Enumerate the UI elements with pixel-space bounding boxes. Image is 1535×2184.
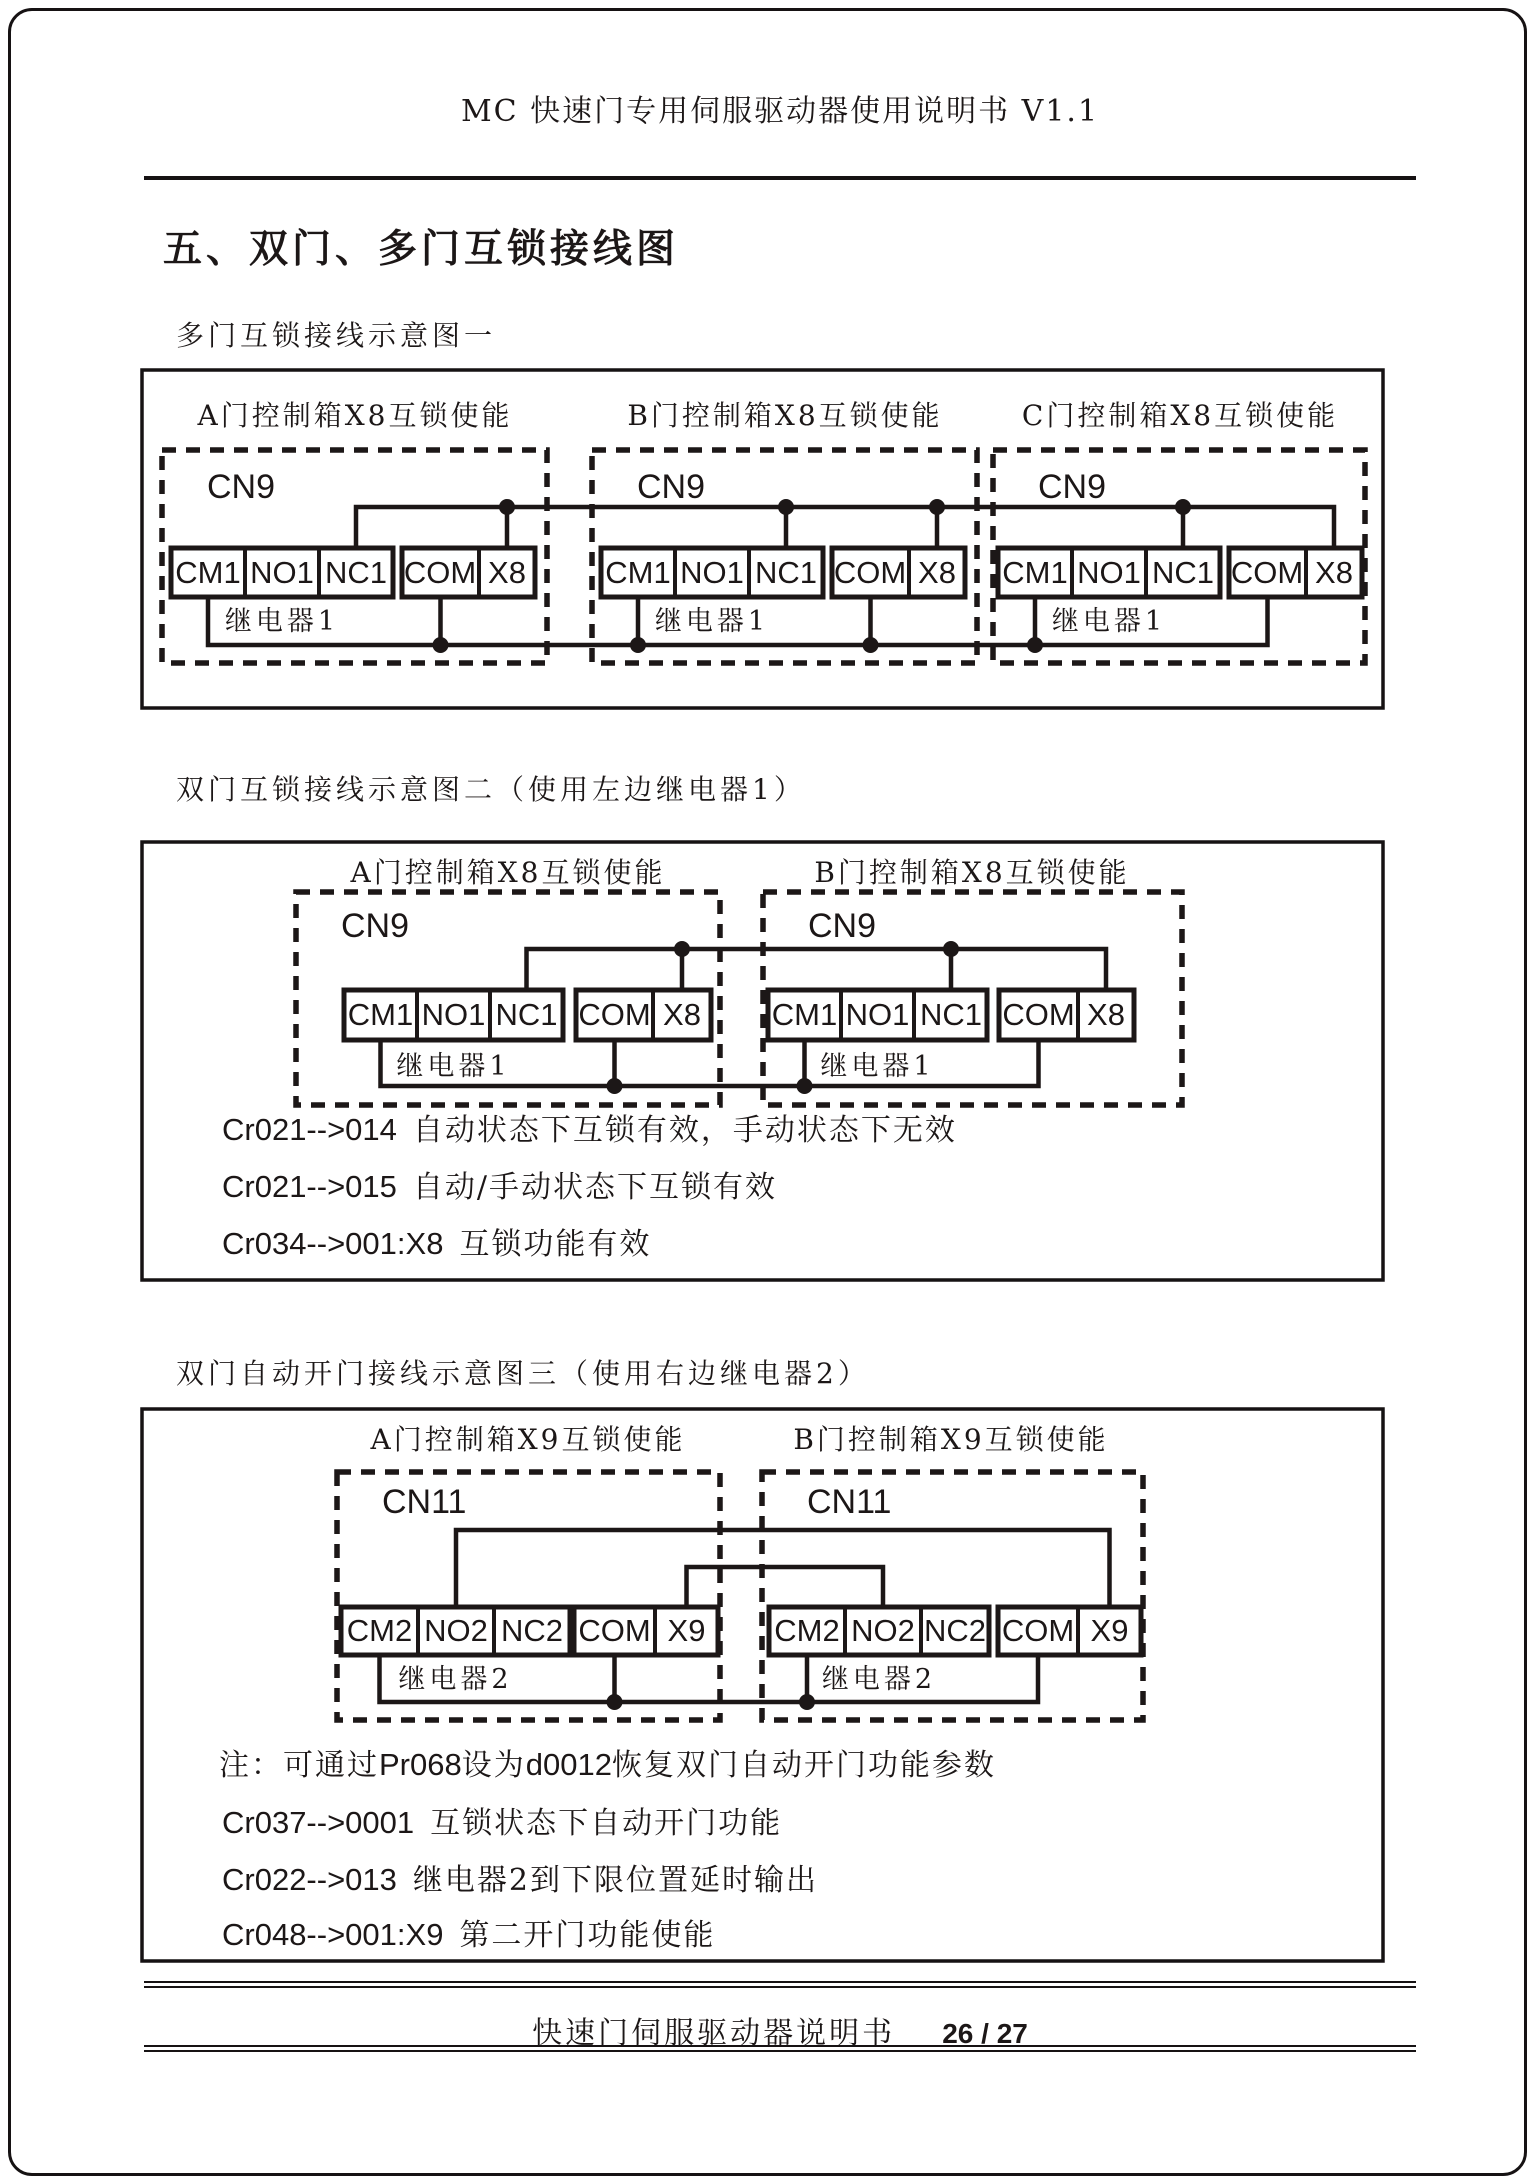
unit-label: B门控制箱X8互锁使能 xyxy=(814,856,1130,889)
terminal-x9: X9 xyxy=(667,1613,706,1648)
terminal-nc1: NC1 xyxy=(495,997,558,1032)
relay-label: 继电器1 xyxy=(820,1051,935,1082)
terminal-nc1: NC1 xyxy=(754,555,818,590)
terminal-nc1: NC1 xyxy=(324,555,388,590)
section-title: 五、双门、多门互锁接线图 xyxy=(163,226,680,272)
terminal-com: COM xyxy=(1001,1613,1075,1648)
terminal-cm1: CM1 xyxy=(175,555,241,590)
terminal-x8: X8 xyxy=(1087,997,1125,1032)
terminal-no1: NO1 xyxy=(845,997,910,1032)
terminal-no2: NO2 xyxy=(851,1613,915,1648)
relay-label: 继电器1 xyxy=(654,606,770,637)
unit-c xyxy=(993,399,1365,663)
junction-dot xyxy=(943,941,959,957)
unit-a xyxy=(337,1423,720,1720)
relay-label: 继电器1 xyxy=(1051,606,1167,637)
diagram1-multi-door-interlock xyxy=(140,368,1385,710)
terminal-no1: NO1 xyxy=(680,555,744,590)
footer-rule-top xyxy=(144,1981,1416,1988)
terminal-com: COM xyxy=(833,555,907,590)
param-code: Cr021-->014 xyxy=(222,1112,397,1147)
junction-dot xyxy=(607,1078,623,1094)
diagram2-double-door-interlock xyxy=(140,840,1385,1282)
terminal-cm1: CM1 xyxy=(1002,555,1068,590)
unit-label: A门控制箱X9互锁使能 xyxy=(370,1423,686,1456)
terminal-no1: NO1 xyxy=(1077,555,1141,590)
param-code: Cr048-->001:X9 xyxy=(222,1917,444,1952)
param-desc: 互锁状态下自动开门功能 xyxy=(430,1806,783,1841)
footer-title: 快速门伺服驱动器说明书 xyxy=(532,2016,896,2051)
terminal-com: COM xyxy=(578,1613,651,1648)
terminal-x8: X8 xyxy=(1315,555,1353,590)
relay-label: 继电器1 xyxy=(224,606,340,637)
connector-label: CN9 xyxy=(341,907,410,945)
diagram3-double-door-auto-open xyxy=(140,1407,1385,1963)
terminal-no2: NO2 xyxy=(424,1613,488,1648)
relay-label: 继电器2 xyxy=(821,1664,937,1695)
terminal-no1: NO1 xyxy=(250,555,314,590)
diagram2-caption: 双门互锁接线示意图二（使用左边继电器1） xyxy=(176,773,806,806)
header-title: MC 快速门专用伺服驱动器使用说明书 V1.1 xyxy=(460,94,1100,129)
terminal-cm1: CM1 xyxy=(771,997,838,1032)
junction-dot xyxy=(929,499,945,515)
note-text: 注：可通过 xyxy=(219,1748,379,1783)
terminal-nc2: NC2 xyxy=(500,1613,564,1648)
terminal-cm1: CM1 xyxy=(347,997,414,1032)
param-note xyxy=(222,1862,818,1898)
param-note xyxy=(222,1226,651,1262)
connector-label: CN9 xyxy=(207,468,276,506)
junction-dot xyxy=(499,499,515,515)
connector-label: CN11 xyxy=(382,1483,467,1521)
terminal-cm2: CM2 xyxy=(774,1613,840,1648)
param-note xyxy=(222,1805,782,1841)
top-bus-wire xyxy=(527,949,1107,990)
note-text: 恢复双门自动开门功能参数 xyxy=(611,1748,996,1783)
unit-label: A门控制箱X8互锁使能 xyxy=(350,856,666,889)
terminal-x8: X8 xyxy=(488,555,526,590)
bottom-bus-risers xyxy=(615,1655,808,1702)
note-line xyxy=(219,1747,996,1783)
footer-rule-bottom xyxy=(144,2045,1416,2052)
param-code: Cr037-->0001 xyxy=(222,1805,415,1840)
note-code: d0012 xyxy=(525,1747,612,1782)
footer-page-number: 26 / 27 xyxy=(942,2018,1028,2049)
junction-dot xyxy=(630,637,646,653)
terminal-com: COM xyxy=(578,997,651,1032)
junction-dot xyxy=(797,1078,813,1094)
unit-label: A门控制箱X8互锁使能 xyxy=(197,399,513,432)
terminal-x9: X9 xyxy=(1090,1613,1129,1648)
diagram1-caption: 多门互锁接线示意图一 xyxy=(176,319,497,352)
param-desc: 第二开门功能使能 xyxy=(459,1918,716,1953)
param-desc: 自动/手动状态下互锁有效 xyxy=(412,1170,778,1205)
unit-b xyxy=(762,1423,1143,1720)
terminal-com: COM xyxy=(403,555,477,590)
param-desc: 继电器2到下限位置延时输出 xyxy=(412,1863,818,1898)
param-code: Cr034-->001:X8 xyxy=(222,1226,444,1261)
unit-label: C门控制箱X8互锁使能 xyxy=(1021,399,1339,432)
junction-dot xyxy=(799,1694,815,1710)
param-code: Cr021-->015 xyxy=(222,1169,397,1204)
junction-dot xyxy=(778,499,794,515)
terminal-nc1: NC1 xyxy=(1151,555,1215,590)
relay-label: 继电器2 xyxy=(398,1664,513,1695)
param-desc: 互锁功能有效 xyxy=(459,1227,652,1262)
note-code: Pr068 xyxy=(379,1747,462,1782)
note-text: 设为 xyxy=(461,1748,526,1783)
terminal-cm2: CM2 xyxy=(346,1613,413,1648)
junction-dot xyxy=(607,1694,623,1710)
terminal-nc1: NC1 xyxy=(919,997,983,1032)
param-desc: 自动状态下互锁有效，手动状态下无效 xyxy=(412,1113,957,1148)
unit-label: B门控制箱X9互锁使能 xyxy=(793,1423,1109,1456)
param-note xyxy=(222,1112,957,1148)
unit-b xyxy=(763,856,1182,1105)
connector-label: CN11 xyxy=(807,1483,892,1521)
terminal-no1: NO1 xyxy=(421,997,486,1032)
param-code: Cr022-->013 xyxy=(222,1862,397,1897)
terminal-com: COM xyxy=(1230,555,1304,590)
cross-wire-x9a-no2b xyxy=(687,1567,884,1607)
junction-dot xyxy=(433,637,449,653)
terminal-com: COM xyxy=(1002,997,1075,1032)
junction-dot xyxy=(1027,637,1043,653)
unit-a xyxy=(296,856,720,1105)
junction-dot xyxy=(674,941,690,957)
connector-label: CN9 xyxy=(637,468,706,506)
param-note xyxy=(222,1917,715,1953)
junction-dot xyxy=(1175,499,1191,515)
diagram3-caption: 双门自动开门接线示意图三（使用右边继电器2） xyxy=(176,1357,870,1390)
terminal-x8: X8 xyxy=(918,555,956,590)
junction-dot xyxy=(863,637,879,653)
connector-label: CN9 xyxy=(808,907,877,945)
unit-label: B门控制箱X8互锁使能 xyxy=(627,399,943,432)
connector-label: CN9 xyxy=(1038,468,1107,506)
header-rule xyxy=(144,176,1416,180)
terminal-x8: X8 xyxy=(663,997,701,1032)
param-note xyxy=(222,1169,777,1205)
terminal-cm1: CM1 xyxy=(605,555,671,590)
top-bus-risers xyxy=(507,507,1183,548)
bottom-bus-risers xyxy=(615,1040,805,1086)
relay-label: 继电器1 xyxy=(396,1051,511,1082)
terminal-nc2: NC2 xyxy=(923,1613,987,1648)
